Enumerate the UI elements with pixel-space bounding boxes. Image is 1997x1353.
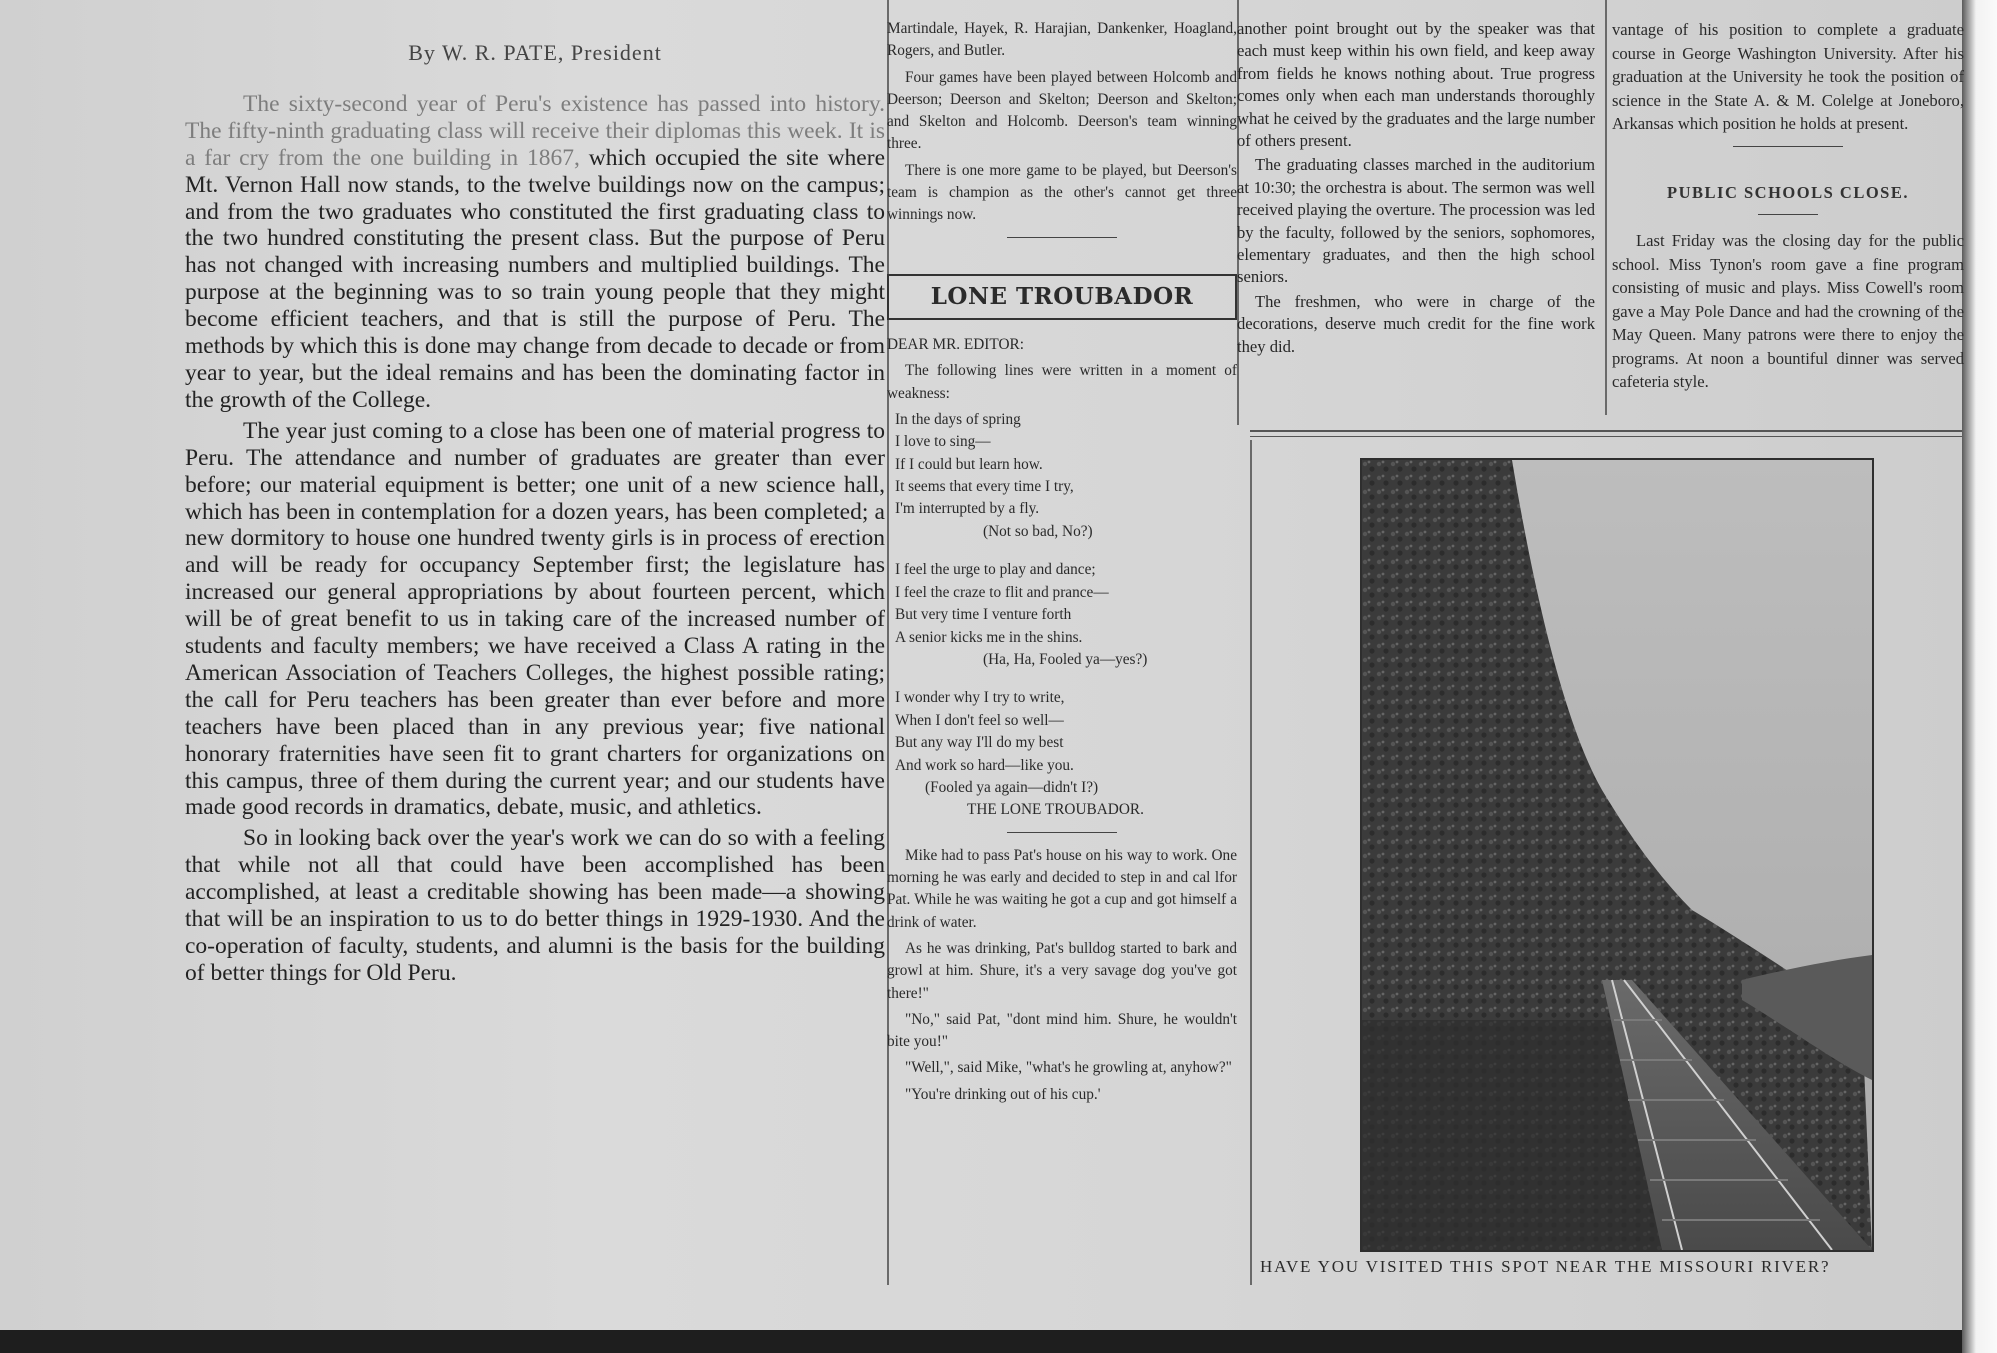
paragraph-public-schools: Last Friday was the closing day for the public school. Miss Tynon's room gave a fine program consisting of music and plays. Miss Cowell's room gave a May Pole Dance and had the crowning of the May Queen. Many patrons were there to enjoy the programs. At noon a bountiful dinner was served cafeteria style.	[1612, 231, 1964, 391]
paragraph-freshmen: The freshmen, who were in charge of the decorations, deserve much credit for the fine work they did.	[1237, 291, 1595, 356]
poem-line: I'm interrupted by a fly.	[895, 500, 1040, 518]
poem-aside: (Fooled ya again—didn't I?)	[925, 778, 1099, 796]
column-sports-and-poem	[887, 18, 1237, 1110]
poem-line: I love to sing—	[895, 433, 991, 451]
paragraph-1: The sixty-second year of Peru's existence has passed into history. The fifty-ninth graduating class will receive their diplomas this week. It is a far cry from the one building in 1867, which occupied the site where Mt. Vernon Hall now stands, to the twelve buildings now on the campus; and from the two graduates who constituted the first graduating class to the two hundred constituting the present class. But the purpose of Peru has not changed with increasing numbers and multiplied buildings. The purpose at the beginning was to so train young people that they might become efficient teachers, and that is still the purpose of Peru. The methods by which this is done may change from decade to decade or from year to year, but the ideal remains and has been the dominating factor in the growth of the College.	[185, 90, 885, 413]
railroad-photograph	[1360, 458, 1874, 1252]
poem-line: I wonder why I try to write,	[895, 689, 1065, 707]
joke-paragraph-1: Mike had to pass Pat's house on his way to work. One morning he was early and decided to step in and cal lfor Pat. While he was waiting he got a cup and got himself a drink of water.	[887, 846, 1237, 931]
joke-paragraph-2: As he was drinking, Pat's bulldog started to bark and growl at him. Shure, it's a very savage dog you've got there!"	[887, 939, 1237, 1002]
poem-line: If I could but learn how.	[895, 455, 1043, 473]
poem-line: And work so hard—like you.	[895, 756, 1074, 774]
headline-lone-troubador: LONE TROUBADOR	[887, 274, 1237, 320]
separator-rule	[1007, 237, 1117, 238]
poem-line: But any way I'll do my best	[895, 734, 1064, 752]
paragraph-team-names: Martindale, Hayek, R. Harajian, Dankenker, Hoagland, Rogers, and Butler.	[887, 20, 1237, 60]
poem-line: A senior kicks me in the shins.	[895, 628, 1083, 646]
poem-line: When I don't feel so well—	[895, 711, 1064, 729]
paragraph-speaker: another point brought out by the speaker was that each must keep within his own field, and keep away from fields he knows nothing about. True progress comes only when each man understands thoroughly what he ceived by the graduates and the large number of others present.	[1237, 19, 1595, 151]
salutation: DEAR MR. EDITOR:	[887, 335, 1024, 353]
separator-rule	[1733, 146, 1843, 147]
paragraph-games: Four games have been played between Holcomb and Deerson; Deerson and Skelton; Deerson and Skelton; and Skelton and Holcomb. Deerson's team winning three.	[887, 68, 1237, 153]
paragraph-procession: The graduating classes marched in the auditorium at 10:30; the orchestra is about. The sermon was well received playing the overture. The procession was led by the faculty, followed by the seniors, sophomores, elementary graduates, and then the high school seniors.	[1237, 155, 1595, 287]
poem-stanza-1	[895, 409, 1237, 543]
poem-aside: (Not so bad, No?)	[983, 522, 1093, 540]
poem-line: But very time I venture forth	[895, 606, 1072, 624]
column-public-schools	[1612, 18, 1964, 396]
photo-top-rule-2	[1250, 436, 1962, 437]
column-presidents-message	[185, 40, 885, 991]
faded-text: The sixty-second year of Peru's existence has passed into history. The fifty-ninth graduating class will receive their diplomas this week. It is a far cry from the one building in 1867,	[185, 90, 885, 171]
column-rule-3	[1250, 440, 1252, 1285]
joke-paragraph-4: "Well,", said Mike, "what's he growling at, anyhow?"	[905, 1059, 1232, 1077]
poem-line: I feel the craze to flit and prance—	[895, 583, 1109, 601]
headline-public-schools-close: PUBLIC SCHOOLS CLOSE.	[1667, 182, 1909, 202]
joke-paragraph-5: "You're drinking out of his cup.'	[905, 1085, 1101, 1103]
paragraph-alumnus: vantage of his position to complete a graduate course in George Washington University. After his graduation at the University he took the position of science in the State A. & M. Colelge at Joneboro, Arkansas which position he holds at present.	[1612, 20, 1964, 133]
scan-edge-bottom	[0, 1330, 1962, 1353]
paragraph-champion: There is one more game to be played, but Deerson's team is champion as the other's cannot get three winnings now.	[887, 161, 1237, 224]
paragraph-3: So in looking back over the year's work we can do so with a feeling that while not all that could have been accomplished has been accomplished, at least a creditable showing has been made—a showing that will be an inspiration to us to do better things in 1929-1930. And the co-operation of faculty, students, and alumni is the basis for the building of better things for Old Peru.	[185, 825, 885, 986]
separator-rule	[1007, 832, 1117, 833]
byline: By W. R. PATE, President	[408, 40, 662, 65]
poem-stanza-3	[895, 687, 1237, 821]
poem-line: I feel the urge to play and dance;	[895, 561, 1096, 579]
photo-top-rule	[1250, 430, 1962, 432]
separator-rule	[1758, 214, 1818, 215]
photo-caption: HAVE YOU VISITED THIS SPOT NEAR THE MISSOURI RIVER?	[1260, 1257, 1831, 1276]
poem-signature: THE LONE TROUBADOR.	[967, 801, 1144, 819]
joke-paragraph-3: "No," said Pat, "dont mind him. Shure, he wouldn't bite you!"	[887, 1010, 1237, 1051]
photo-illustration	[1362, 460, 1872, 1250]
poem-line: It seems that every time I try,	[895, 478, 1074, 496]
column-commencement	[1237, 18, 1595, 360]
scan-edge-right	[1962, 0, 1997, 1353]
column-rule-4	[1605, 0, 1607, 415]
paragraph-2: The year just coming to a close has been one of material progress to Peru. The attendance and number of graduates are greater than ever before; our material equipment is better; one unit of a new science hall, which has been in contemplation for a dozen years, has been completed; a new dormitory to house one hundred twenty girls is in process of erection and will be ready for occupancy September first; the legislature has increased our general appropriations by about fourteen percent, which will be of great benefit to us in taking care of the increased number of students and faculty members; we have received a Class A rating in the American Association of Teachers Colleges, the highest possible rating; the call for Peru teachers has been greater than ever before and more teachers have been placed than in any previous year; five national honorary fraternities have seen fit to grant charters for organizations on this campus, three of them during the current year; and our students have made good records in dramatics, debate, music, and athletics.	[185, 417, 885, 821]
poem-line: In the days of spring	[895, 410, 1021, 428]
poem-aside: (Ha, Ha, Fooled ya—yes?)	[983, 650, 1148, 668]
poem-stanza-2	[895, 559, 1237, 671]
poem-intro: The following lines were written in a moment of weakness:	[887, 362, 1237, 402]
